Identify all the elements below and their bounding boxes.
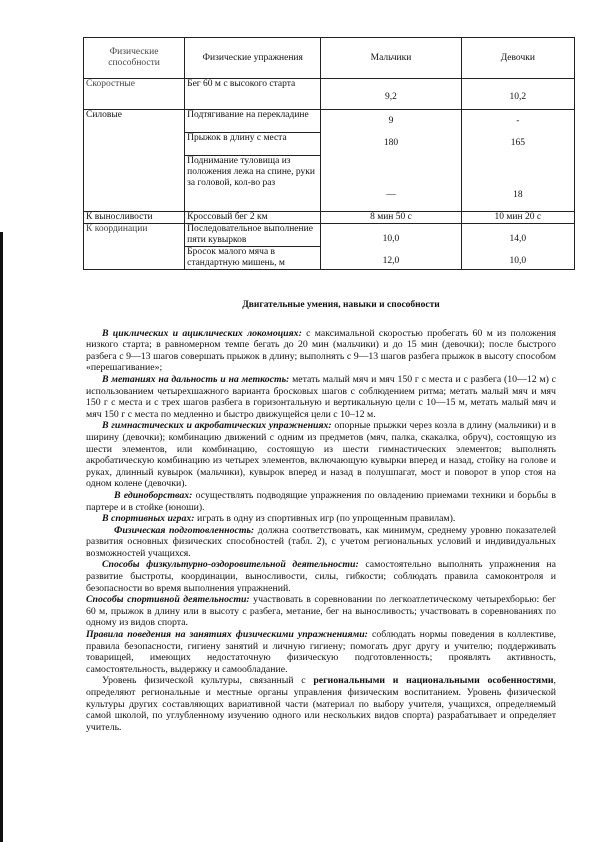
paragraph-text: самостоятельно выполнять упражнения на развитие быстроты, координации, выносливости, силы, гибкости; соблюдать правила самоконтроля и безопасности во время выполнения упражнений.	[86, 559, 556, 594]
header-exercises: Физические упражнения	[185, 38, 321, 79]
ability-cell: Силовые	[84, 110, 185, 212]
boys-value-text: 9	[388, 116, 394, 126]
boys-values	[321, 224, 461, 270]
exercise-cell	[185, 224, 321, 270]
girls-value-text: 10,2	[509, 92, 527, 102]
paragraph-text: должна соответствовать, как минимум, среднему уровню показателей развития основных физических способностей (табл. 2), с учетом региональных условий и индивидуальных возможностей учащихся.	[86, 524, 557, 559]
paragraph-lead: Способы физкультурно-оздоровительной деятельности:	[102, 559, 359, 571]
table-header-row	[84, 38, 575, 79]
paragraph-text: осуществлять подводящие упражнения по овладению приемами техники и борьбы в партере и в стойке (юноши).	[86, 489, 556, 513]
exercise-item: Последовательное выполнение пяти кувырков	[185, 224, 320, 247]
table-row	[84, 212, 575, 224]
girls-value-text: -	[516, 116, 520, 126]
ability-cell: К координации	[84, 224, 185, 270]
exercise-item: Подтягивание на перекладине	[185, 110, 320, 133]
paragraph-regional-level	[86, 675, 556, 733]
paragraph-text: Уровень физической культуры, связанный с	[102, 675, 314, 687]
paragraph-text: играть в одну из спортивных игр (по упрощенным правилам).	[194, 513, 456, 525]
header-abilities: Физические способности	[84, 38, 185, 79]
paragraph-gymnastics	[86, 420, 556, 490]
header-girls: Девочки	[461, 38, 574, 79]
paragraph-lead: В спортивных играх:	[102, 513, 195, 525]
exercise-cell	[185, 110, 321, 212]
paragraph-lead: Способы спортивной деятельности:	[86, 594, 250, 606]
paragraph-physical-fitness	[86, 525, 556, 560]
paragraph-text: соблюдать нормы поведения в коллективе, правила безопасности, гигиену занятий и личную гигиену; помогать друг другу и учителю; поддерживать товарищей, имеющих недостаточную физическую подготовленность; проявлять активность, самостоятельность, выдержку и самообладание.	[86, 629, 556, 675]
section-title: Двигательные умения, навыки и способности	[242, 300, 440, 310]
ability-cell: К выносливости	[84, 212, 185, 224]
girls-value-text: 14,0	[509, 234, 527, 244]
paragraph-sport-games	[86, 513, 556, 525]
paragraph-lead: Физическая подготовленность:	[114, 524, 255, 536]
girls-value-text: 10,0	[509, 256, 527, 266]
boys-value	[321, 79, 461, 110]
boys-value-text: —	[386, 190, 396, 200]
table-row	[84, 224, 575, 270]
paragraph-text: метать малый мяч и мяч 150 г с места и с разбега (10—12 м) с использованием четырехшажного варианта бросковых шагов с соблюдением ритма; метать малый мяч и мяч 150 г с места и с трех шагов разбега в горизонтальную и вертикальную цели с 10—15 м, метать малый мяч и мяч 150 г с места по медленно и быстро движущейся цели с 10–12 м.	[86, 373, 557, 420]
paragraph-martial-arts	[86, 490, 556, 513]
boys-value-text: 180	[383, 138, 399, 148]
girls-values	[461, 110, 574, 212]
paragraph-lead: Правила поведения на занятиях физическими упражнениями:	[86, 629, 368, 641]
boys-value-text: 12,0	[382, 256, 400, 266]
exercise-cell: Кроссовый бег 2 км	[185, 212, 321, 224]
girls-values	[461, 224, 574, 270]
boys-values	[321, 110, 461, 212]
paragraph-lead: В гимнастических и акробатических упражнениях:	[102, 420, 332, 432]
boys-value-text: 9,2	[385, 92, 397, 102]
boys-value: 8 мин 50 с	[321, 212, 461, 224]
paragraph-emphasis: региональными и национальными особенностями	[313, 675, 554, 687]
table-row	[84, 79, 575, 110]
boys-value-text: 10,0	[382, 234, 400, 244]
exercise-item: Бросок малого мяча в стандартную мишень, м	[187, 247, 285, 268]
paragraph-health-activity	[86, 559, 556, 594]
header-boys: Мальчики	[321, 38, 461, 79]
table-row	[84, 110, 575, 212]
paragraph-lead: В метаниях на дальность и на меткость:	[102, 373, 290, 385]
exercise-cell: Бег 60 м с высокого старта	[185, 79, 321, 110]
ability-cell: Скоростные	[84, 79, 185, 110]
page-left-border	[0, 232, 3, 842]
paragraph-text: участвовать в соревновании по легкоатлетическому четырехборью: бег 60 м, прыжок в длину или в высоту с разбега, метание, бег на выносливость; участвовать в соревнованиях по одному из видов спорта.	[86, 594, 556, 629]
document-body	[86, 300, 556, 733]
girls-value: 10 мин 20 с	[461, 212, 574, 224]
physical-norms-table	[83, 37, 575, 270]
paragraph-locomotion	[86, 328, 556, 374]
paragraph-sport-activity	[86, 594, 556, 629]
girls-value-text: 18	[513, 190, 523, 200]
paragraph-lead: В циклических и ациклических локомоциях:	[102, 327, 302, 339]
exercise-item: Поднимание туловища из положения лежа на спине, руки за головой, кол-во раз	[187, 156, 315, 188]
girls-value-text: 165	[510, 138, 525, 148]
paragraph-text: , определяют региональные и местные органы управления физическим воспитанием. Уровень физической культуры других составляющих вариативной части (материал по выбору учителя, учащихся, определяемый самой школой, по углубленному изучению одного или нескольких видов спорта) разрабатывает и определяет учитель.	[86, 675, 556, 733]
exercise-item: Прыжок в длину с места	[185, 133, 320, 156]
paragraph-lead: В единоборствах:	[114, 489, 193, 501]
paragraph-throwing	[86, 374, 556, 420]
paragraph-text: с максимальной скоростью пробегать 60 м из положения низкого старта; в равномерном темпе бегать до 20 мин (мальчики) и до 15 мин (девочки); после быстрого разбега с 9—13 шагов совершать прыжок в длину; выполнять с 9—13 шагов разбега прыжок в высоту способом «перешагивание»;	[86, 327, 556, 374]
paragraph-behavior-rules	[86, 629, 556, 675]
paragraph-text: опорные прыжки через козла в длину (мальчики) и в ширину (девочки); комбинацию движений с одним из предметов (мяч, палка, скакалка, обруч), состоящую из шести элементов, или комбинацию, состоящую из шести гимнастических элементов; выполнять акробатическую комбинацию из четырех элементов, включающую кувырки вперед и назад, стойку на голове и руках, длинный кувырок (мальчики), кувырок вперед и назад в полушпагат, мост и поворот в упор стоя на одном колене (девочки).	[86, 420, 556, 490]
girls-value	[461, 79, 574, 110]
